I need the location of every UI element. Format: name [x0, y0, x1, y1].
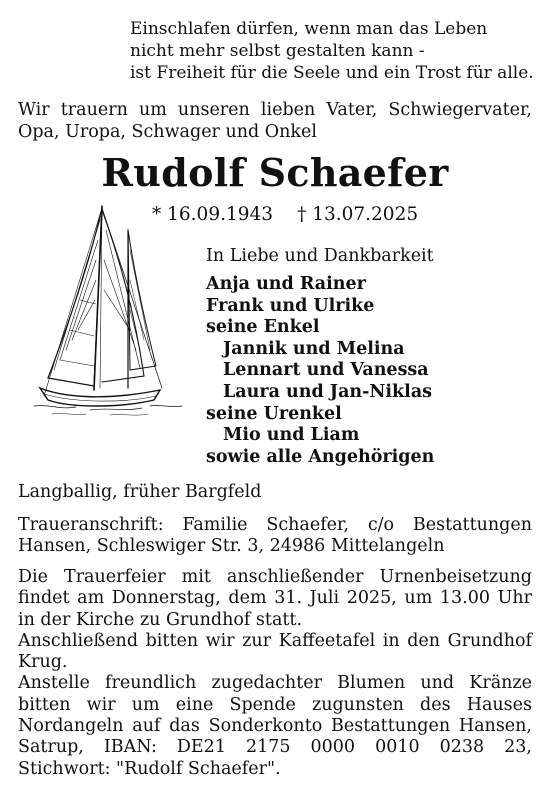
sailboat-illustration: [30, 200, 190, 420]
address-line: Traueranschrift: Familie Schaefer, c/o Bestattungen: [18, 515, 532, 535]
deceased-name: Rudolf Schaefer: [101, 150, 449, 195]
life-dates: [152, 204, 418, 225]
dedication-line: In Liebe und Dankbarkeit: [206, 246, 434, 266]
intro-line: Opa, Uropa, Schwager und Onkel: [18, 122, 317, 142]
address-line: Hansen, Schleswiger Str. 3, 24986 Mittelangeln: [18, 536, 445, 557]
donation-line: Anstelle freundlich zugedachter Blumen und Kränze: [18, 673, 532, 694]
motto-line: Einschlafen dürfen, wenn man das Leben: [130, 19, 488, 39]
mourning-address: [18, 515, 532, 558]
mourner-entry: Mio und Liam: [223, 425, 360, 446]
coffee-line: Anschließend bitten wir zur Kaffeetafel in den Grundhof: [18, 630, 532, 651]
ceremony-line: in der Kirche zu Grundhof statt.: [18, 609, 303, 630]
donation-line: Satrup, IBAN: DE21 2175 0000 0010 0238 23,: [18, 737, 532, 758]
mourner-entry: Frank und Ulrike: [206, 295, 375, 316]
mourner-entry: seine Enkel: [206, 317, 320, 338]
place-line: [18, 482, 532, 503]
ceremony-info: [18, 567, 532, 780]
mourner-entry: Laura und Jan-Niklas: [223, 381, 433, 402]
intro-line: Wir trauern um unseren lieben Vater, Schwiegervater,: [18, 100, 532, 120]
donation-line: bitten wir um eine Spende zugunsten des Hauses: [18, 694, 532, 715]
death-date: † 13.07.2025: [297, 204, 419, 225]
mourner-entry: Jannik und Melina: [223, 338, 405, 359]
intro-text: [18, 99, 532, 143]
coffee-line: Krug.: [18, 652, 68, 673]
donation-line: Stichwort: "Rudolf Schaefer".: [18, 758, 281, 779]
mourner-entry: Anja und Rainer: [206, 274, 366, 294]
donation-line: Nordangeln auf das Sonderkonto Bestattungen Hansen,: [18, 716, 532, 737]
place-text: Langballig, früher Bargfeld: [18, 482, 262, 502]
motto-line: nicht mehr selbst gestalten kann -: [130, 41, 425, 61]
ceremony-line: findet am Donnerstag, dem 31. Juli 2025, um 13.00 Uhr: [18, 588, 532, 609]
motto-line: ist Freiheit für die Seele und ein Trost für alle.: [130, 63, 534, 83]
ceremony-line: Die Trauerfeier mit anschließender Urnenbeisetzung: [18, 567, 532, 587]
mourner-entry: sowie alle Angehörigen: [206, 446, 435, 467]
mourner-entry: Lennart und Vanessa: [223, 360, 429, 381]
birth-date: * 16.09.1943: [152, 204, 274, 225]
mourner-entry: seine Urenkel: [206, 403, 342, 424]
mourners-list: [206, 274, 434, 468]
motto-quote: [130, 18, 534, 84]
